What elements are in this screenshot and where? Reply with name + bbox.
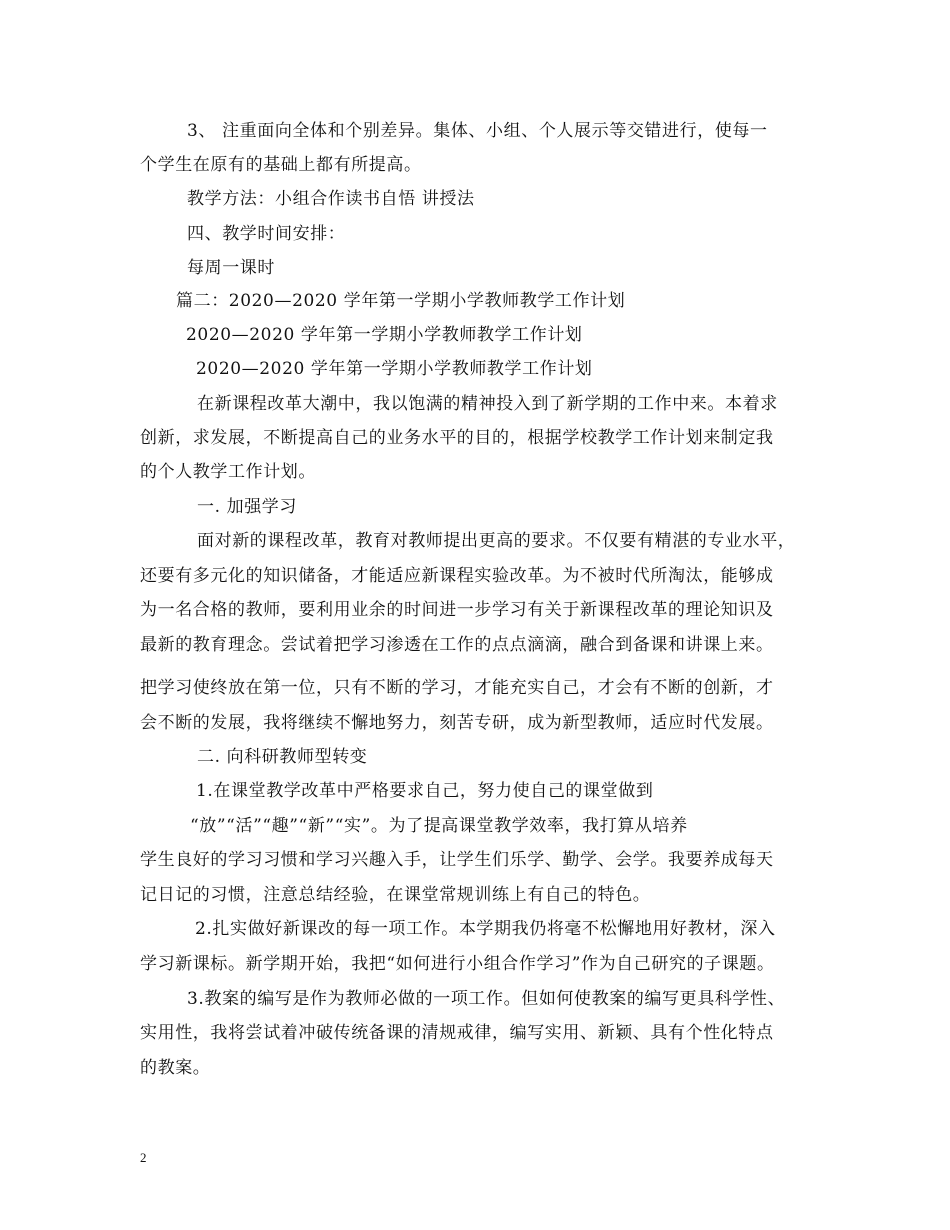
paragraph-line: 把学习使终放在第一位，只有不断的学习，才能充实自己，才会有不断的创新，才	[140, 678, 774, 698]
paragraph-line: 每周一课时	[187, 258, 275, 278]
paragraph-line: 面对新的课程改革，教育对教师提出更高的要求。不仅要有精湛的专业水平，	[197, 531, 796, 551]
paragraph-line: 最新的教育理念。尝试着把学习渗透在工作的点点滴滴，融合到备课和讲课上来。	[140, 635, 774, 655]
paragraph-line: 学习新课标。新学期开始，我把“如何进行小组合作学习”作为自己研究的子课题。	[140, 954, 775, 974]
article-title: 篇二：2020—2020 学年第一学期小学教师教学工作计划	[176, 291, 626, 311]
section-heading: 二. 向科研教师型转变	[197, 747, 368, 767]
paragraph-line: “放”“活”“趣”“新”“实”。为了提高课堂教学效率，我打算从培养	[190, 816, 688, 836]
paragraph-line: 实用性，我将尝试着冲破传统备课的清规戒律，编写实用、新颖、具有个性化特点	[140, 1023, 774, 1043]
paragraph-line: 为一名合格的教师，要利用业余的时间进一步学习有关于新课程改革的理论知识及	[140, 600, 774, 620]
page-number: 2	[140, 1150, 147, 1165]
paragraph-line: 会不断的发展，我将继续不懈地努力，刻苦专研，成为新型教师，适应时代发展。	[140, 713, 774, 733]
paragraph-line: 2.扎实做好新课改的每一项工作。本学期我仍将毫不松懈地用好教材，深入	[195, 919, 776, 939]
paragraph-line: 3、 注重面向全体和个别差异。集体、小组、个人展示等交错进行，使每一	[187, 121, 768, 141]
paragraph-line: 个学生在原有的基础上都有所提高。	[140, 155, 422, 175]
paragraph-line: 教学方法：小组合作读书自悟 讲授法	[187, 189, 475, 209]
paragraph-line: 的个人教学工作计划。	[140, 462, 316, 482]
paragraph-line: 学生良好的学习习惯和学习兴趣入手，让学生们乐学、勤学、会学。我要养成每天	[140, 850, 774, 870]
paragraph-line: 记日记的习惯，注意总结经验，在课堂常规训练上有自己的特色。	[140, 885, 651, 905]
paragraph-line: 创新，求发展，不断提高自己的业务水平的目的，根据学校教学工作计划来制定我	[140, 428, 774, 448]
paragraph-line: 还要有多元化的知识储备，才能适应新课程实验改革。为不被时代所淘汰，能够成	[140, 566, 774, 586]
paragraph-line: 1.在课堂教学改革中严格要求自己，努力使自己的课堂做到	[196, 781, 654, 801]
section-heading: 一. 加强学习	[197, 497, 298, 517]
article-subtitle: 2020—2020 学年第一学期小学教师教学工作计划	[196, 359, 593, 379]
section-heading: 四、教学时间安排：	[187, 224, 346, 244]
article-subtitle: 2020—2020 学年第一学期小学教师教学工作计划	[186, 325, 583, 345]
paragraph-line: 3.教案的编写是作为教师必做的一项工作。但如何使教案的编写更具科学性、	[187, 989, 786, 1009]
paragraph-line: 的教案。	[140, 1058, 211, 1078]
paragraph-line: 在新课程改革大潮中，我以饱满的精神投入到了新学期的工作中来。本着求	[197, 394, 778, 414]
